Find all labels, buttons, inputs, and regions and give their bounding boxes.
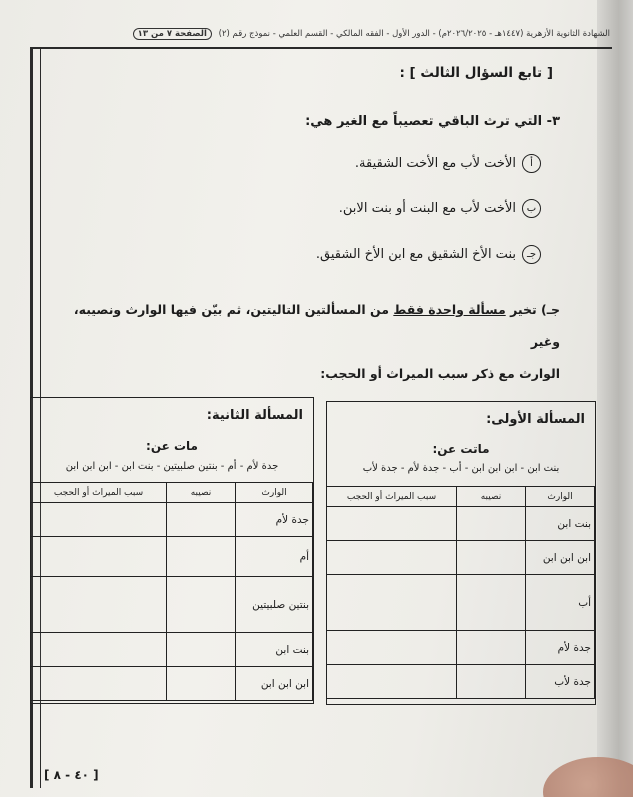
- header-rule: [30, 47, 612, 49]
- heir-cell: جدة لأم: [526, 631, 595, 665]
- page-edge-shadow: [597, 0, 633, 797]
- share-cell[interactable]: [457, 575, 526, 631]
- heir-cell: بنتين صلبيتين: [236, 577, 313, 633]
- heir-cell: أم: [236, 537, 313, 577]
- reason-cell[interactable]: [31, 503, 167, 537]
- share-cell[interactable]: [167, 633, 236, 667]
- task-line-2: الوارث مع ذكر سبب الميراث أو الحجب:: [320, 366, 560, 381]
- problem-two-title: المسألة الثانية:: [206, 408, 303, 423]
- option-text: بنت الأخ الشقيق مع ابن الأخ الشقيق.: [315, 247, 516, 262]
- task-prefix: جـ) تخير: [510, 302, 560, 317]
- reason-cell[interactable]: [31, 633, 167, 667]
- option-letter: جـ: [522, 245, 541, 264]
- task-rest: من المسألتين التاليتين، ثم بيّن فيها الوارث ونصيبه، وغير: [73, 302, 560, 349]
- share-cell[interactable]: [457, 507, 526, 541]
- table-row: [31, 667, 313, 701]
- share-cell[interactable]: [167, 667, 236, 701]
- question-stem: ٣- التي ترث الباقي تعصيباً مع الغير هي:: [305, 114, 560, 129]
- table-row: [31, 537, 313, 577]
- problem-one-title: المسألة الأولى:: [486, 412, 585, 427]
- share-cell[interactable]: [457, 631, 526, 665]
- col-heir: الوارث: [526, 487, 595, 507]
- reason-cell[interactable]: [327, 575, 457, 631]
- problem-two-heirs-list: جدة لأم - أم - بنتين صلبيتين - بنت ابن - ابن ابن ابن: [65, 461, 279, 472]
- col-share: نصيبه: [457, 487, 526, 507]
- reason-cell[interactable]: [327, 507, 457, 541]
- heir-cell: ابن ابن ابن: [236, 667, 313, 701]
- reason-cell[interactable]: [327, 541, 457, 575]
- page-number: [ ٤٠ - ٨ ]: [44, 768, 99, 782]
- task-instruction: [50, 294, 560, 390]
- problem-two-died: مات عن:: [146, 439, 198, 453]
- option-letter: ب: [522, 199, 541, 218]
- header-text: الشهادة الثانوية الأزهرية (١٤٤٧هـ - ٢٠٢٦/٢٠٢٥م) - الدور الأول - الفقه المالكي - القسم العلمي - نموذج رقم (٢): [218, 29, 610, 39]
- share-cell[interactable]: [167, 577, 236, 633]
- col-heir: الوارث: [236, 483, 313, 503]
- option-a[interactable]: [355, 154, 541, 173]
- table-row: [327, 665, 595, 699]
- option-b[interactable]: [339, 199, 541, 218]
- share-cell[interactable]: [167, 503, 236, 537]
- option-c[interactable]: [316, 245, 541, 264]
- table-row: [31, 503, 313, 537]
- problem-one-box: [326, 401, 596, 705]
- heir-cell: جدة لأب: [526, 665, 595, 699]
- share-cell[interactable]: [167, 537, 236, 577]
- col-share: نصيبه: [167, 483, 236, 503]
- heir-cell: ابن ابن ابن: [526, 541, 595, 575]
- exam-header: [70, 28, 610, 40]
- reason-cell[interactable]: [31, 577, 167, 633]
- share-cell[interactable]: [457, 665, 526, 699]
- table-header-row: [31, 483, 313, 503]
- table-row: [31, 633, 313, 667]
- reason-cell[interactable]: [31, 667, 167, 701]
- finger-shadow: [543, 757, 633, 797]
- reason-cell[interactable]: [327, 631, 457, 665]
- reason-cell[interactable]: [31, 537, 167, 577]
- table-row: [327, 507, 595, 541]
- option-text: الأخت لأب مع البنت أو بنت الابن.: [338, 201, 516, 216]
- question-title: [ تابع السؤال الثالث ] :: [399, 65, 553, 81]
- heir-cell: بنت ابن: [526, 507, 595, 541]
- heir-cell: جدة لأم: [236, 503, 313, 537]
- option-letter: أ: [522, 154, 541, 173]
- heir-cell: أب: [526, 575, 595, 631]
- task-line-1: [50, 294, 560, 358]
- problem-one-table: [326, 486, 595, 699]
- page-badge: الصفحة ٧ من ١٣: [133, 28, 212, 40]
- problem-two-table: [30, 482, 313, 701]
- share-cell[interactable]: [457, 541, 526, 575]
- option-text: الأخت لأب مع الأخت الشقيقة.: [354, 156, 516, 171]
- col-reason: سبب الميراث أو الحجب: [327, 487, 457, 507]
- table-row: [327, 631, 595, 665]
- problem-two-box: [30, 397, 314, 704]
- table-row: [327, 541, 595, 575]
- problem-one-died: ماتت عن:: [432, 442, 490, 456]
- table-row: [327, 575, 595, 631]
- reason-cell[interactable]: [327, 665, 457, 699]
- heir-cell: بنت ابن: [236, 633, 313, 667]
- problem-one-heirs-list: بنت ابن - ابن ابن ابن - أب - جدة لأم - جدة لأب: [362, 463, 560, 474]
- col-reason: سبب الميراث أو الحجب: [31, 483, 167, 503]
- table-header-row: [327, 487, 595, 507]
- table-row: [31, 577, 313, 633]
- task-underlined: مسألة واحدة فقط: [393, 302, 506, 317]
